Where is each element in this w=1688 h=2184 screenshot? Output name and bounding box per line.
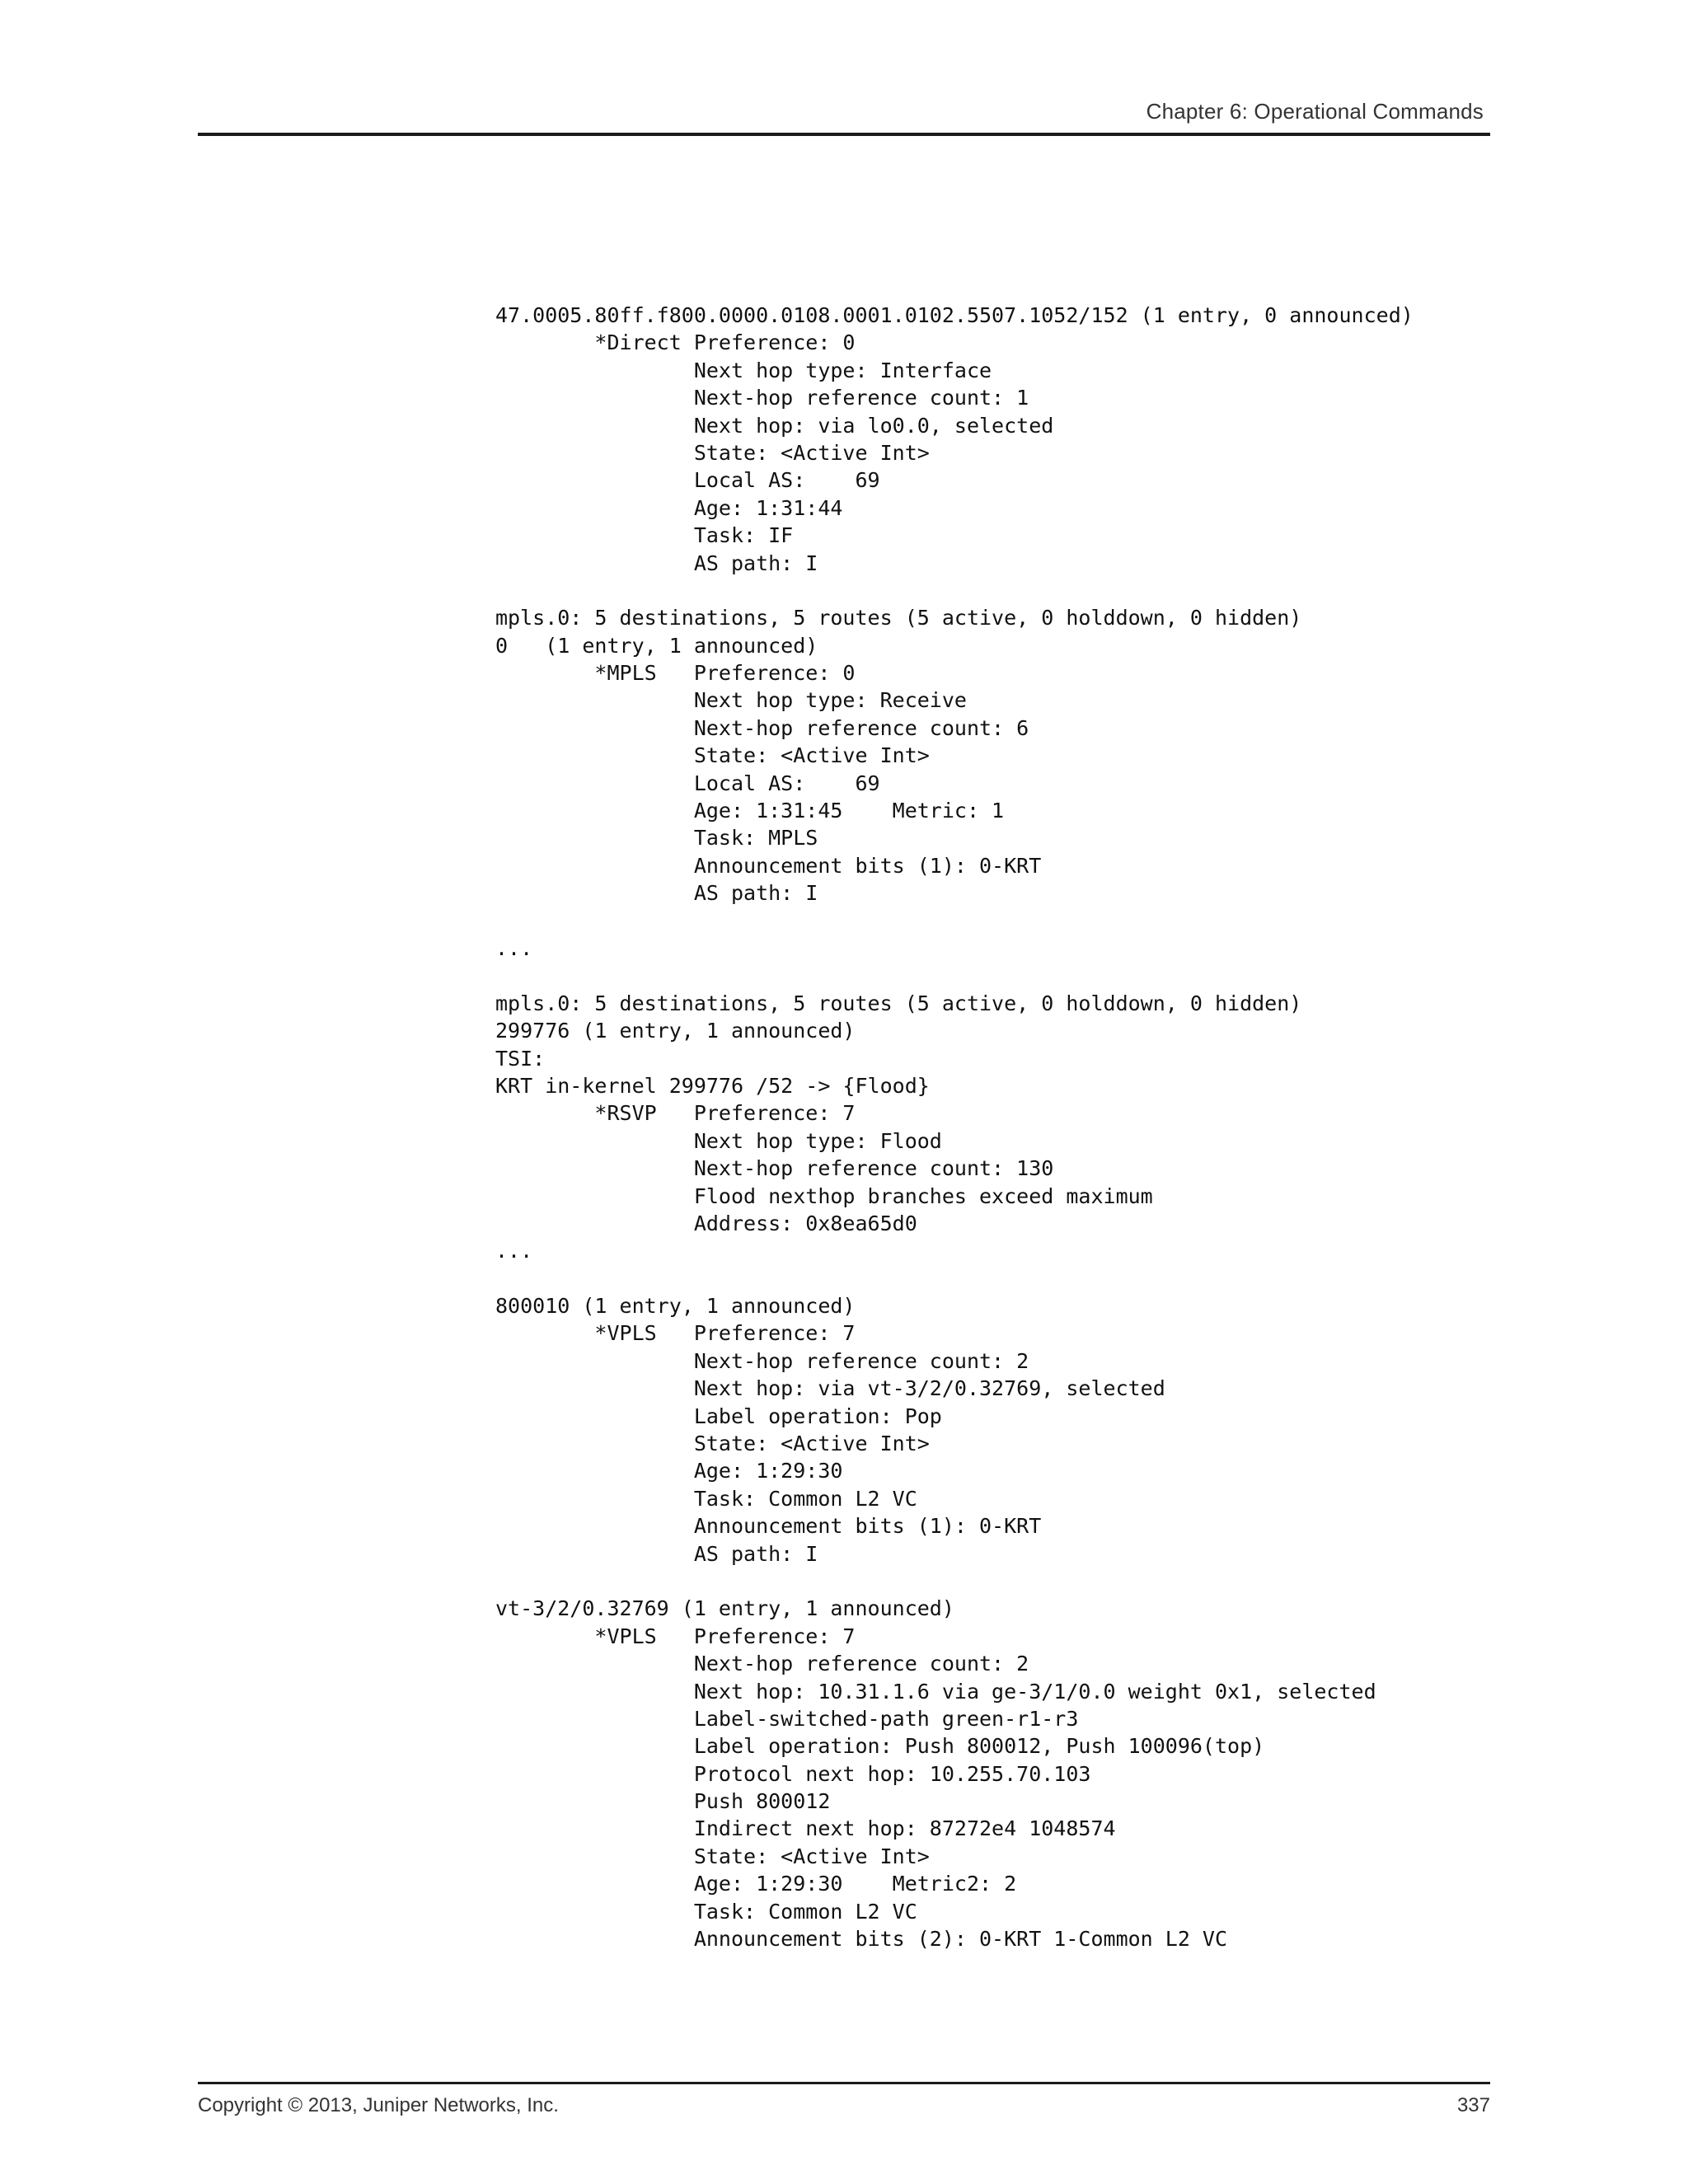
page-number: 337 — [1456, 2094, 1490, 2116]
code-line: Address: 0x8ea65d0 — [495, 1211, 917, 1235]
code-line: *VPLS Preference: 7 — [495, 1321, 856, 1346]
code-line: ... — [495, 935, 533, 960]
code-line: Next hop type: Interface — [495, 358, 992, 382]
code-line: KRT in-kernel 299776 /52 -> {Flood} — [495, 1073, 930, 1098]
code-line — [495, 1265, 1414, 1292]
copyright-notice: Copyright © 2013, Juniper Networks, Inc. — [198, 2094, 559, 2116]
code-line — [495, 1568, 1414, 1595]
code-line: Next-hop reference count: 2 — [495, 1348, 1029, 1373]
code-line: AS path: I — [495, 551, 818, 575]
code-line: Next-hop reference count: 6 — [495, 715, 1029, 740]
code-line: Age: 1:31:44 — [495, 495, 843, 520]
chapter-title: Chapter 6: Operational Commands — [1146, 99, 1484, 124]
code-line — [495, 962, 1414, 989]
code-line: Next hop: 10.31.1.6 via ge-3/1/0.0 weight 0x1, selected — [495, 1679, 1376, 1704]
code-line: Age: 1:29:30 — [495, 1459, 843, 1483]
code-line: ... — [495, 1239, 533, 1263]
header-divider — [198, 133, 1490, 136]
code-line: Next hop type: Flood — [495, 1128, 942, 1153]
code-line — [495, 907, 1414, 935]
code-line: Label operation: Push 800012, Push 100096(top) — [495, 1734, 1265, 1759]
code-line: Next-hop reference count: 2 — [495, 1652, 1029, 1676]
code-line: vt-3/2/0.32769 (1 entry, 1 announced) — [495, 1596, 954, 1621]
code-line: Task: Common L2 VC — [495, 1486, 917, 1511]
code-line: Protocol next hop: 10.255.70.103 — [495, 1761, 1091, 1786]
code-line: Flood nexthop branches exceed maximum — [495, 1183, 1153, 1208]
code-line: Next-hop reference count: 130 — [495, 1156, 1054, 1181]
code-line: *MPLS Preference: 0 — [495, 661, 856, 686]
code-line: *Direct Preference: 0 — [495, 330, 856, 355]
command-output-block — [495, 302, 1414, 1952]
code-line: Announcement bits (1): 0-KRT — [495, 1514, 1042, 1539]
code-line: 299776 (1 entry, 1 announced) — [495, 1019, 856, 1043]
code-line: Local AS: 69 — [495, 771, 880, 795]
code-line — [495, 577, 1414, 604]
code-line: State: <Active Int> — [495, 1844, 930, 1868]
code-line: Label-switched-path green-r1-r3 — [495, 1706, 1079, 1731]
code-line: Age: 1:31:45 Metric: 1 — [495, 799, 1005, 823]
code-line: AS path: I — [495, 1541, 818, 1566]
code-line: Task: MPLS — [495, 826, 818, 851]
code-line: 0 (1 entry, 1 announced) — [495, 633, 818, 658]
code-line: Next hop: via vt-3/2/0.32769, selected — [495, 1376, 1165, 1401]
code-line: *VPLS Preference: 7 — [495, 1624, 856, 1648]
code-line: Age: 1:29:30 Metric2: 2 — [495, 1872, 1017, 1896]
code-line: Next-hop reference count: 1 — [495, 386, 1029, 410]
code-line: Local AS: 69 — [495, 468, 880, 493]
code-line: mpls.0: 5 destinations, 5 routes (5 active, 0 holddown, 0 hidden) — [495, 991, 1302, 1015]
code-line: 47.0005.80ff.f800.0000.0108.0001.0102.5507.1052/152 (1 entry, 0 announced) — [495, 303, 1414, 327]
code-line: Indirect next hop: 87272e4 1048574 — [495, 1816, 1116, 1841]
code-line: AS path: I — [495, 881, 818, 906]
code-line: Label operation: Pop — [495, 1404, 942, 1428]
code-line: State: <Active Int> — [495, 743, 930, 768]
code-line: mpls.0: 5 destinations, 5 routes (5 active, 0 holddown, 0 hidden) — [495, 606, 1302, 630]
code-line: State: <Active Int> — [495, 1432, 930, 1456]
code-line: TSI: — [495, 1046, 546, 1071]
code-line: Task: IF — [495, 523, 794, 548]
code-line: Announcement bits (1): 0-KRT — [495, 853, 1042, 878]
footer-divider — [198, 2082, 1490, 2084]
code-line: 800010 (1 entry, 1 announced) — [495, 1294, 856, 1319]
code-line: Push 800012 — [495, 1789, 831, 1814]
code-line: State: <Active Int> — [495, 440, 930, 465]
code-line: Next hop: via lo0.0, selected — [495, 413, 1054, 438]
code-line: Next hop type: Receive — [495, 688, 967, 713]
code-line: Announcement bits (2): 0-KRT 1-Common L2 VC — [495, 1927, 1228, 1952]
code-line: *RSVP Preference: 7 — [495, 1101, 856, 1126]
code-line: Task: Common L2 VC — [495, 1899, 917, 1924]
